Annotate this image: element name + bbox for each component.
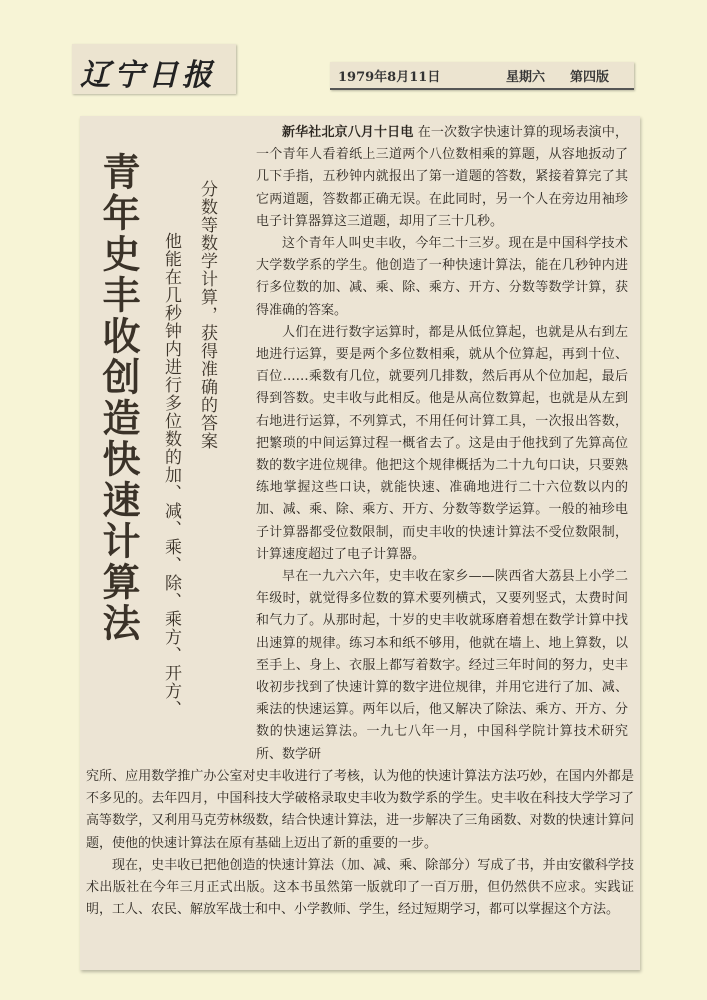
- paragraph-4-start: 早在一九六六年，史丰收在家乡——陕西省大荔县上小学二年级时，就觉得多位数的算术要列横式，又要列竖式，太费时间和气力了。从那时起，十岁的史丰收就琢磨着想在数学计算中找出速算的规律。练习本和纸不够用，他就在墙上、地上算数，以至手上、身上、衣服上都写着数字。经过三年时间的努力，史丰收初步找到了快速计算的数字进位规律，并用它进行了加、减、乘法的快速运算。两年以后，他又解决了除法、乘方、开方、分数的快速运算法。一九七八年一月，中国科学院计算技术研究所、数学研: [256, 569, 628, 762]
- paragraph-1: 新华社北京八月十日电 在一次数字快速计算的现场表演中，一个青年人看着纸上三道两个八位数相乘的算题，从容地扳动了几下手指，五秒钟内就报出了第一道题的答数，紧接着算完了其它两道题，答数都正确无误。在此同时，另一个人在旁边用袖珍电子计算器算这三道题，却用了三十几秒。: [256, 125, 628, 229]
- headline-subtitle-1: 分数等数学计算，获得准确的答案: [197, 180, 217, 450]
- article-body-full-width: [86, 766, 634, 921]
- headline-title: 青年史丰收创造快速计算法: [96, 152, 141, 644]
- paragraph-3: 人们在进行数字运算时，都是从低位算起，也就是从右到左地进行运算，要是两个多位数相乘，就从个位算起，再到十位、百位……乘数有几位，就要列几排数，然后再从个位加起，最后得到答数。史丰收与此相反。他是从高位数算起，也就是从左到右地进行运算，不列算式，不用任何计算工具，一次报出答数，把繁琐的中间运算过程一概省去了。这是由于他找到了先算高位数的数字进位规律。他把这个规律概括为二十九句口诀，只要熟练地掌握这些口诀，就能快速、准确地进行二十六位数以内的加、减、乘、除、乘方、开方、分数等数学运算。一般的袖珍电子计算器都受位数限制，而史丰收的快速计算法不受位数限制，计算速度超过了电子计算器。: [256, 324, 628, 562]
- paragraph-5: 现在，史丰收已把他创造的快速计算法（加、减、乘、除部分）写成了书，并由安徽科学技术出版社在今年三月正式出版。这本书虽然第一版就印了一百万册，但仍然供不应求。实践证明，工人、农民、解放军战士和中、小学教师、学生，经过短期学习，都可以掌握这个方法。: [86, 857, 634, 918]
- issue-weekday: 星期六: [506, 70, 546, 85]
- masthead-clipping: [72, 44, 236, 94]
- newspaper-name: 辽宁日报: [80, 58, 216, 93]
- paragraph-2: 这个青年人叫史丰收，今年二十三岁。现在是中国科学技术大学数学系的学生。他创造了一种快速计算法，能在几秒钟内进行多位数的加、减、乘、除、乘方、开方、分数等数学计算，获得准确的答案。: [256, 236, 628, 318]
- article-dateline: 新华社北京八月十日电: [282, 125, 414, 140]
- article-body-column: [256, 122, 628, 766]
- headline-subtitle-2: 他能在几秒钟内进行多位数的加、减、乘、除、乘方、开方、: [161, 232, 181, 718]
- dateline-bar: [330, 62, 634, 90]
- issue-page: 第四版: [570, 70, 610, 85]
- issue-date: 1979年8月11日: [338, 70, 441, 85]
- paragraph-4-continued: 究所、应用数学推广办公室对史丰收进行了考核，认为他的快速计算法方法巧妙，在国内外都是不多见的。去年四月，中国科技大学破格录取史丰收为数学系的学生。史丰收在科技大学学习了高等数学，又利用马克劳林级数，结合快速计算法，进一步解决了三角函数、对数的快速计算问题，使他的快速计算法在原有基础上迈出了新的重要的一步。: [86, 769, 634, 851]
